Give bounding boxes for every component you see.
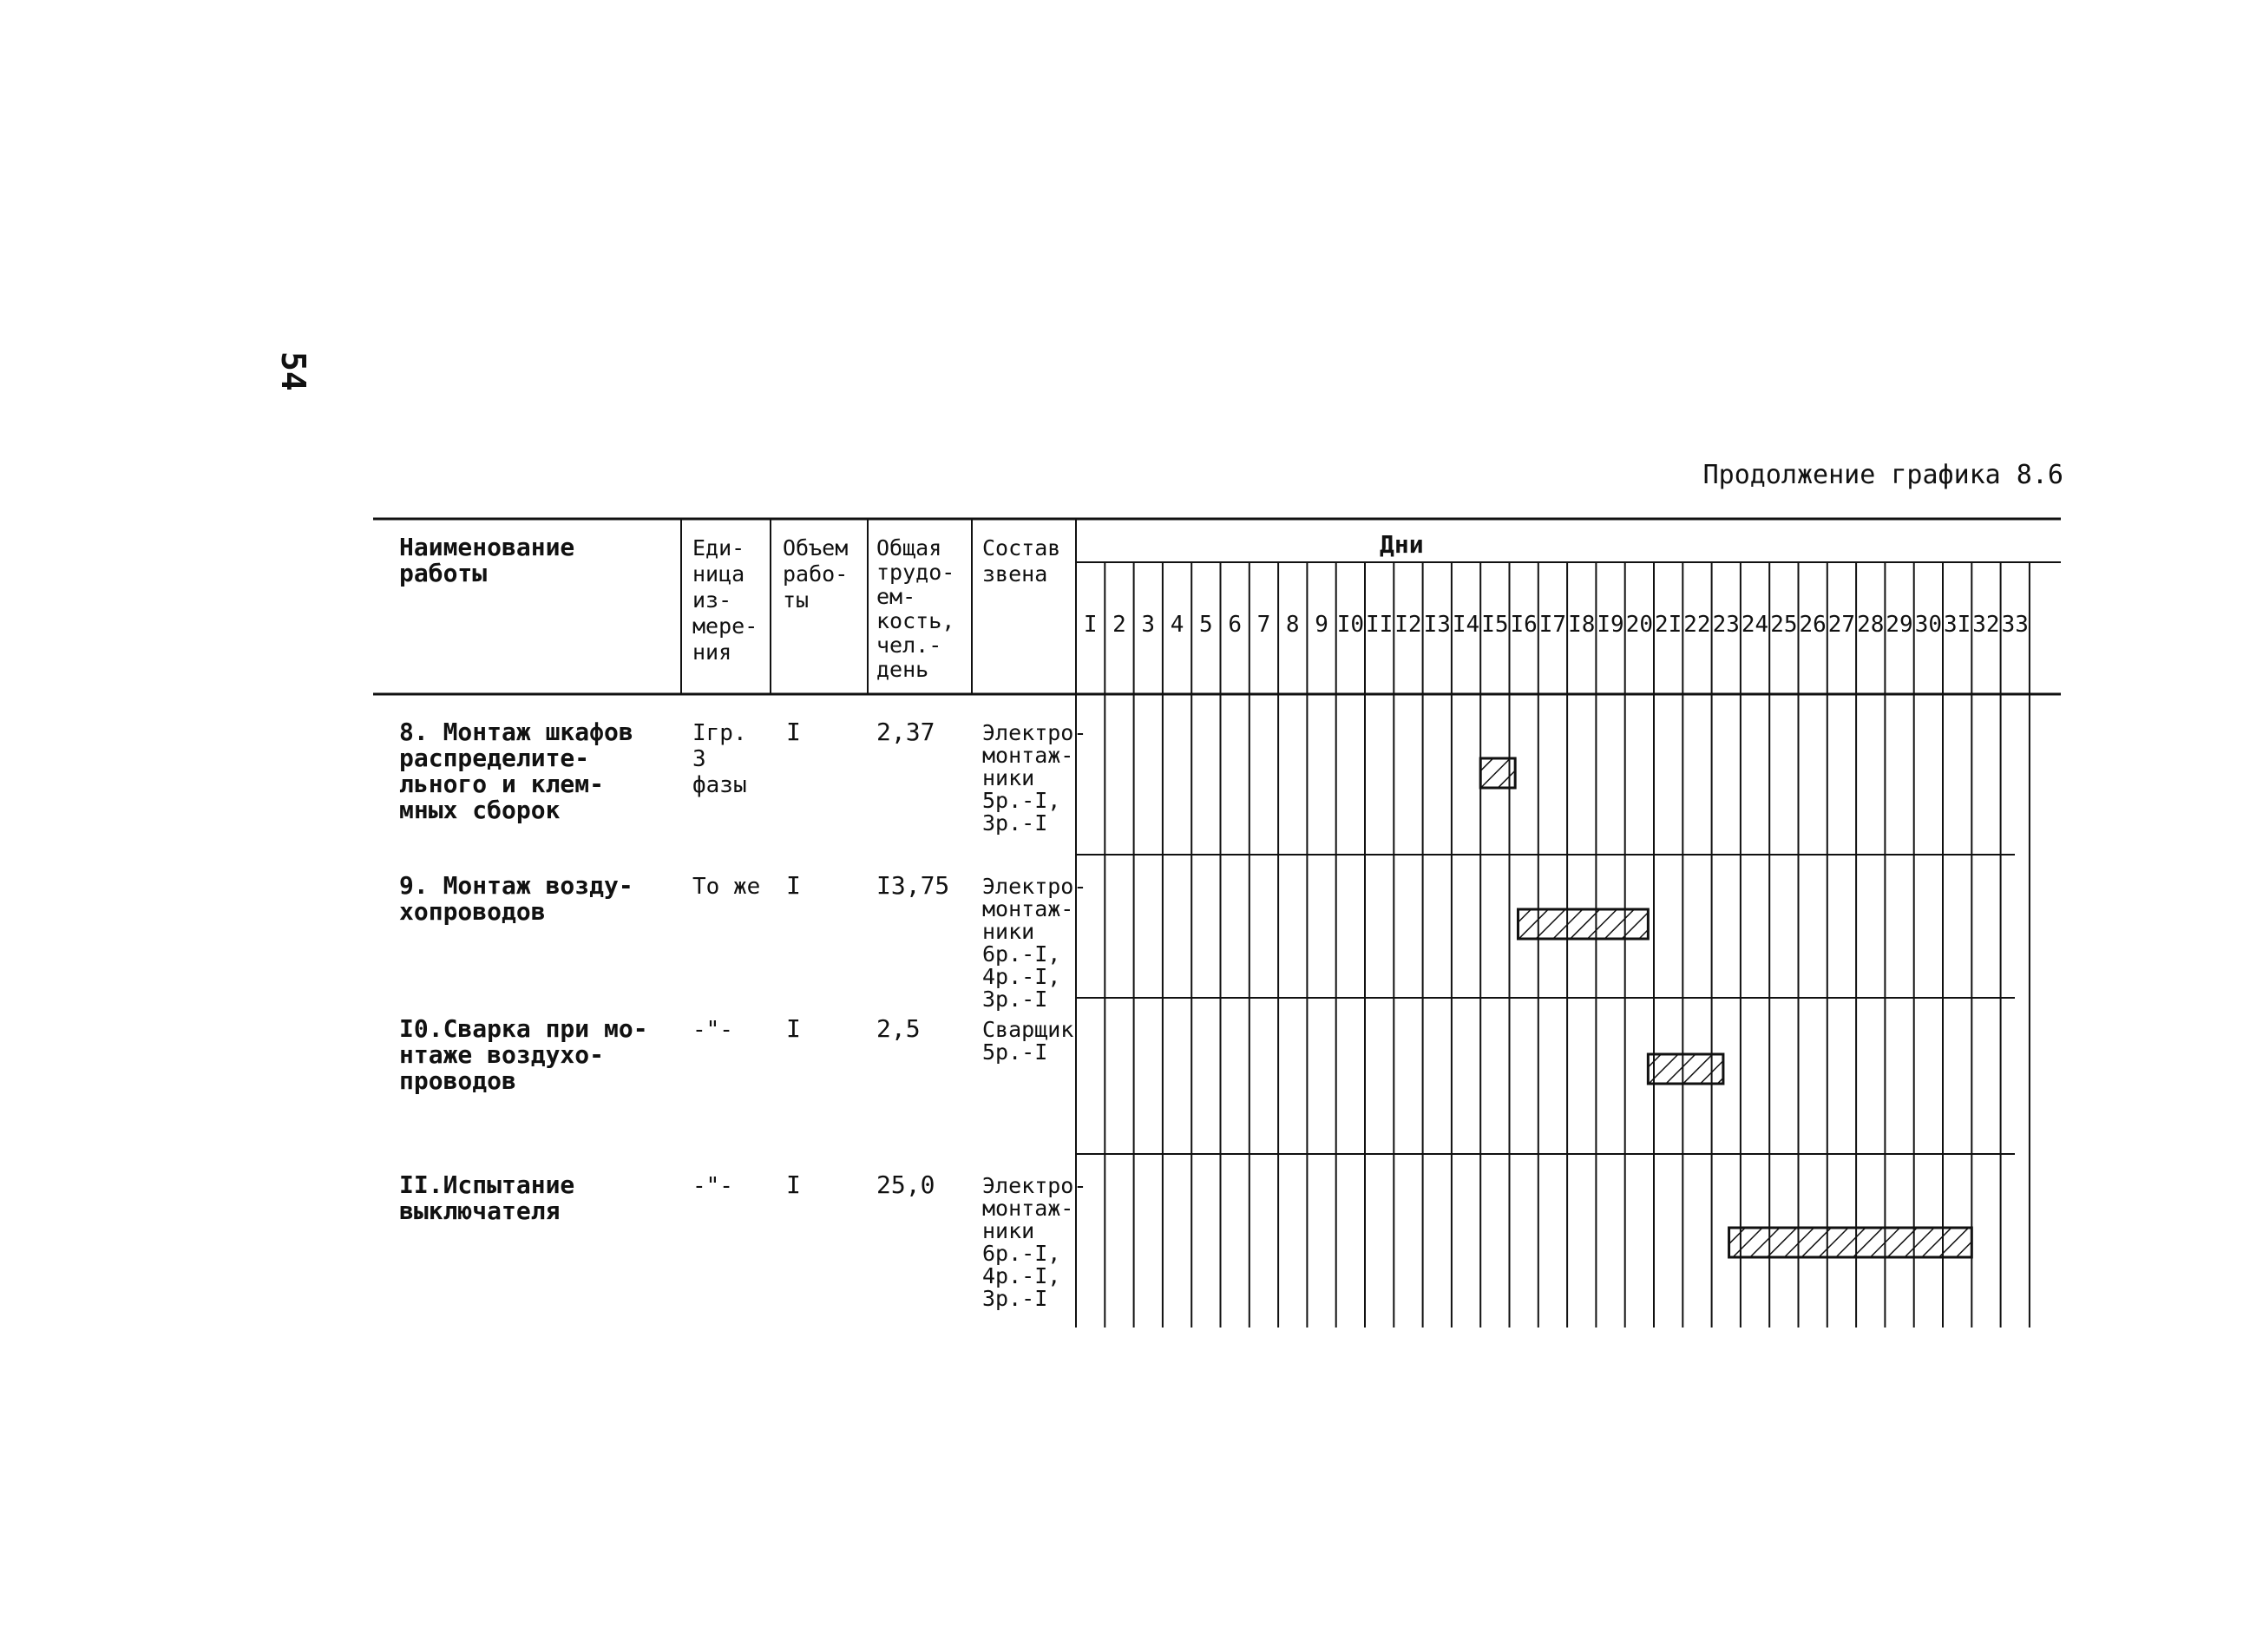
row-work-name: нтаже воздухо- bbox=[399, 1040, 605, 1069]
day-label: 20 bbox=[1625, 612, 1654, 638]
day-label: I6 bbox=[1510, 612, 1538, 638]
row-work-name: распределите- bbox=[399, 744, 590, 772]
day-label: I5 bbox=[1481, 612, 1509, 638]
row-crew: 5р.-I, bbox=[982, 788, 1061, 813]
day-label: 2I bbox=[1654, 612, 1682, 638]
page-number: 54 bbox=[274, 351, 312, 391]
row-crew: Электро- bbox=[982, 874, 1087, 899]
day-label: 24 bbox=[1741, 612, 1769, 638]
day-label: 4 bbox=[1170, 612, 1184, 638]
row-crew: ники bbox=[982, 919, 1035, 944]
header-volume: рабо- bbox=[783, 561, 849, 587]
header-unit: Еди- bbox=[692, 535, 745, 560]
row-crew: монтаж- bbox=[982, 896, 1074, 921]
day-label: 27 bbox=[1827, 612, 1856, 638]
row-crew: 6р.-I, bbox=[982, 941, 1061, 967]
row-crew: 5р.-I bbox=[982, 1039, 1048, 1065]
row-work-name: хопроводов bbox=[399, 897, 546, 926]
row-labor: I3,75 bbox=[876, 871, 950, 900]
day-label: 30 bbox=[1914, 612, 1943, 638]
row-crew: 3р.-I bbox=[982, 987, 1048, 1012]
day-label: I2 bbox=[1394, 612, 1422, 638]
row-volume: I bbox=[786, 718, 801, 746]
header-work-name: Наименование bbox=[399, 533, 575, 561]
day-label: 22 bbox=[1683, 612, 1711, 638]
header-labor: чел.- bbox=[876, 633, 942, 658]
header-volume: Объем bbox=[783, 535, 849, 560]
row-volume: I bbox=[786, 1170, 801, 1199]
header-unit: мере- bbox=[692, 613, 758, 639]
day-label: I0 bbox=[1336, 612, 1365, 638]
row-work-name: мных сборок bbox=[399, 796, 561, 824]
header-crew: Состав bbox=[982, 535, 1061, 560]
day-label: 29 bbox=[1886, 612, 1913, 638]
row-work-name: 9. Монтаж возду- bbox=[399, 871, 633, 900]
row-volume: I bbox=[786, 1014, 801, 1043]
row-crew: 6р.-I, bbox=[982, 1241, 1061, 1266]
day-label: 9 bbox=[1315, 612, 1328, 638]
day-label: 2 bbox=[1112, 612, 1126, 638]
row-work-name: проводов bbox=[399, 1066, 516, 1095]
header-crew: звена bbox=[982, 561, 1048, 587]
row-unit: -"- bbox=[692, 1173, 733, 1199]
gantt-bar bbox=[1729, 1228, 1972, 1257]
row-unit: фазы bbox=[692, 772, 747, 798]
row-unit: То же bbox=[692, 874, 761, 900]
row-work-name: льного и клем- bbox=[399, 770, 605, 798]
day-label: 23 bbox=[1712, 612, 1740, 638]
row-crew: Электро- bbox=[982, 1173, 1087, 1198]
row-crew: 3р.-I bbox=[982, 1286, 1048, 1311]
day-label: 5 bbox=[1199, 612, 1213, 638]
header-work-name: работы bbox=[399, 559, 488, 587]
row-crew: ники bbox=[982, 765, 1035, 790]
day-label: 32 bbox=[1972, 612, 2000, 638]
day-label: I3 bbox=[1423, 612, 1451, 638]
row-labor: 2,37 bbox=[876, 718, 935, 746]
day-label: 3 bbox=[1141, 612, 1156, 638]
gantt-bar bbox=[1648, 1054, 1723, 1084]
row-labor: 25,0 bbox=[876, 1170, 935, 1199]
day-label: I bbox=[1083, 612, 1098, 638]
header-labor: трудо- bbox=[876, 560, 955, 585]
header-unit: ница bbox=[692, 561, 745, 587]
day-label: I8 bbox=[1568, 612, 1596, 638]
row-crew: Сварщик bbox=[982, 1017, 1074, 1042]
day-label: I9 bbox=[1597, 612, 1624, 638]
day-label: II bbox=[1365, 612, 1394, 638]
day-label: 8 bbox=[1285, 612, 1300, 638]
header-unit: из- bbox=[692, 587, 732, 613]
gantt-bar bbox=[1518, 909, 1648, 939]
day-label: I4 bbox=[1452, 612, 1480, 638]
row-work-name: II.Испытание bbox=[399, 1170, 575, 1199]
row-crew: 4р.-I, bbox=[982, 1263, 1061, 1288]
header-labor: Общая bbox=[876, 535, 942, 560]
row-labor: 2,5 bbox=[876, 1014, 921, 1043]
header-days-title: Дни bbox=[1380, 530, 1424, 559]
row-work-name: I0.Сварка при мо- bbox=[399, 1014, 648, 1043]
row-crew: 3р.-I bbox=[982, 810, 1048, 836]
header-labor: день bbox=[876, 657, 929, 682]
row-crew: 4р.-I, bbox=[982, 964, 1061, 989]
day-label: 26 bbox=[1799, 612, 1827, 638]
day-label: 6 bbox=[1228, 612, 1242, 638]
row-work-name: выключателя bbox=[399, 1196, 561, 1225]
row-crew: монтаж- bbox=[982, 1196, 1074, 1221]
row-volume: I bbox=[786, 871, 801, 900]
day-label: I7 bbox=[1538, 612, 1567, 638]
gantt-bar bbox=[1480, 758, 1515, 788]
row-unit: Iгр. bbox=[692, 720, 747, 746]
row-crew: монтаж- bbox=[982, 743, 1074, 768]
header-unit: ния bbox=[692, 639, 732, 665]
header-labor: ем- bbox=[876, 584, 916, 609]
header-labor: кость, bbox=[876, 608, 955, 633]
row-crew: ники bbox=[982, 1218, 1035, 1243]
day-label: 28 bbox=[1857, 612, 1885, 638]
day-label: 33 bbox=[2001, 612, 2029, 638]
row-work-name: 8. Монтаж шкафов bbox=[399, 718, 633, 746]
row-unit: -"- bbox=[692, 1017, 733, 1043]
day-label: 25 bbox=[1770, 612, 1798, 638]
row-unit: 3 bbox=[692, 746, 706, 772]
day-label: 7 bbox=[1256, 612, 1271, 638]
row-crew: Электро- bbox=[982, 720, 1087, 745]
header-volume: ты bbox=[783, 587, 810, 613]
day-label: 3I bbox=[1943, 612, 1971, 638]
schedule-caption: Продолжение графика 8.6 bbox=[1702, 460, 2063, 490]
